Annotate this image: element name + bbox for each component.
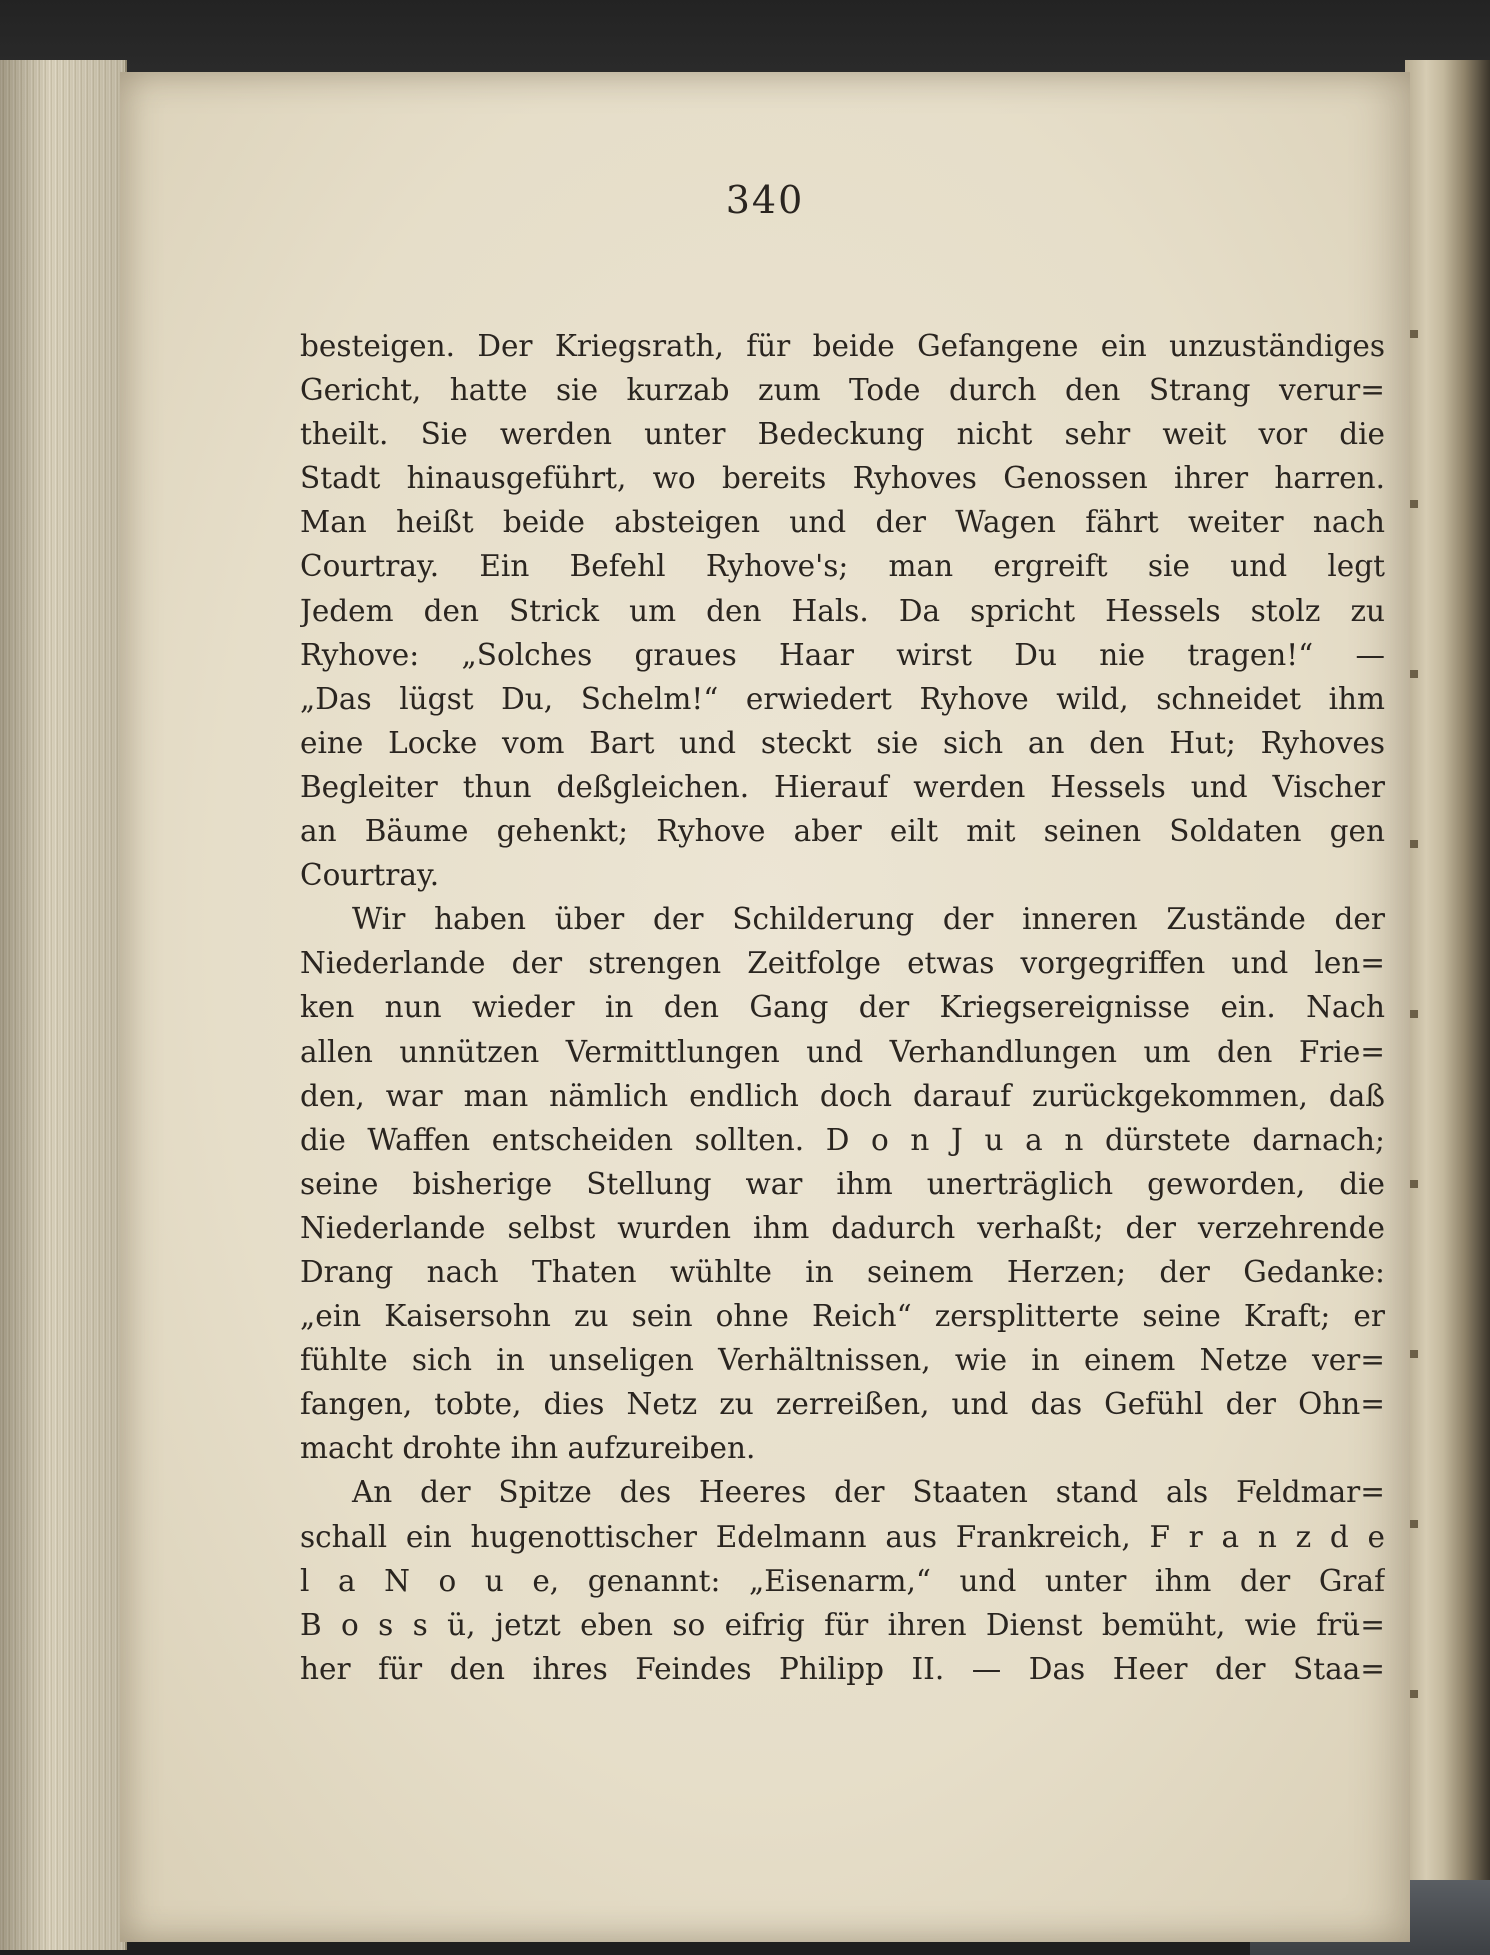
text-line: an Bäume gehenkt; Ryhove aber eilt mit seinen Soldaten gen: [300, 814, 1385, 849]
text-line: her für den ihres Feindes Philipp II. — Das Heer der Staa=: [300, 1651, 1385, 1686]
text-line: den, war man nämlich endlich doch darauf zurückgekommen, daß: [300, 1078, 1385, 1113]
text-line: Drang nach Thaten wühlte in seinem Herzen; der Gedanke:: [300, 1254, 1385, 1289]
page-number: 340: [725, 178, 805, 222]
text-line: schall ein hugenottischer Edelmann aus Frankreich, F r a n z d e: [300, 1519, 1385, 1554]
text-line: die Waffen entscheiden sollten. D o n J u a n dürstete darnach;: [300, 1122, 1385, 1157]
text-line: allen unnützen Vermittlungen und Verhandlungen um den Frie=: [300, 1034, 1385, 1069]
text-line: Courtray. Ein Befehl Ryhove's; man ergreift sie und legt: [300, 549, 1385, 584]
text-line: Stadt hinausgeführt, wo bereits Ryhoves Genossen ihrer harren.: [300, 461, 1385, 496]
text-line: Courtray.: [300, 858, 440, 893]
text-line: Ryhove: „Solches graues Haar wirst Du nie tragen!“ —: [300, 637, 1385, 672]
text-line: „Das lügst Du, Schelm!“ erwiedert Ryhove wild, schneidet ihm: [300, 681, 1385, 716]
text-line: Begleiter thun deßgleichen. Hierauf werden Hessels und Vischer: [300, 769, 1385, 804]
text-line: theilt. Sie werden unter Bedeckung nicht sehr weit vor die: [300, 417, 1385, 452]
text-line: fühlte sich in unseligen Verhältnissen, wie in einem Netze ver=: [300, 1343, 1385, 1378]
text-line: ken nun wieder in den Gang der Kriegsereignisse ein. Nach: [300, 990, 1385, 1025]
text-line: macht drohte ihn aufzureiben.: [300, 1431, 756, 1466]
text-line: Man heißt beide absteigen und der Wagen fährt weiter nach: [300, 505, 1385, 540]
scan-background: [0, 0, 1490, 80]
text-line: An der Spitze des Heeres der Staaten stand als Feldmar=: [352, 1475, 1385, 1510]
book-page: [120, 72, 1410, 1942]
left-page-edges: [0, 60, 127, 1950]
body-text: [300, 324, 1385, 1691]
text-line: Niederlande selbst wurden ihm dadurch verhaßt; der verzehrende: [300, 1210, 1385, 1245]
text-line: seine bisherige Stellung war ihm unerträglich geworden, die: [300, 1166, 1385, 1201]
text-line: Gericht, hatte sie kurzab zum Tode durch den Strang verur=: [300, 373, 1385, 408]
text-line: l a N o u e, genannt: „Eisenarm,“ und unter ihm der Graf: [300, 1563, 1385, 1598]
text-line: eine Locke vom Bart und steckt sie sich an den Hut; Ryhoves: [300, 725, 1385, 760]
text-line: „ein Kaisersohn zu sein ohne Reich“ zersplitterte seine Kraft; er: [300, 1299, 1385, 1334]
text-line: Niederlande der strengen Zeitfolge etwas vorgegriffen und len=: [300, 946, 1385, 981]
text-line: Jedem den Strick um den Hals. Da spricht Hessels stolz zu: [300, 593, 1385, 628]
text-line: B o s s ü, jetzt eben so eifrig für ihren Dienst bemüht, wie frü=: [300, 1607, 1385, 1642]
text-line: Wir haben über der Schilderung der inneren Zustände der: [352, 902, 1385, 937]
text-line: fangen, tobte, dies Netz zu zerreißen, und das Gefühl der Ohn=: [300, 1387, 1385, 1422]
text-line: besteigen. Der Kriegsrath, für beide Gefangene ein unzuständiges: [300, 329, 1385, 363]
